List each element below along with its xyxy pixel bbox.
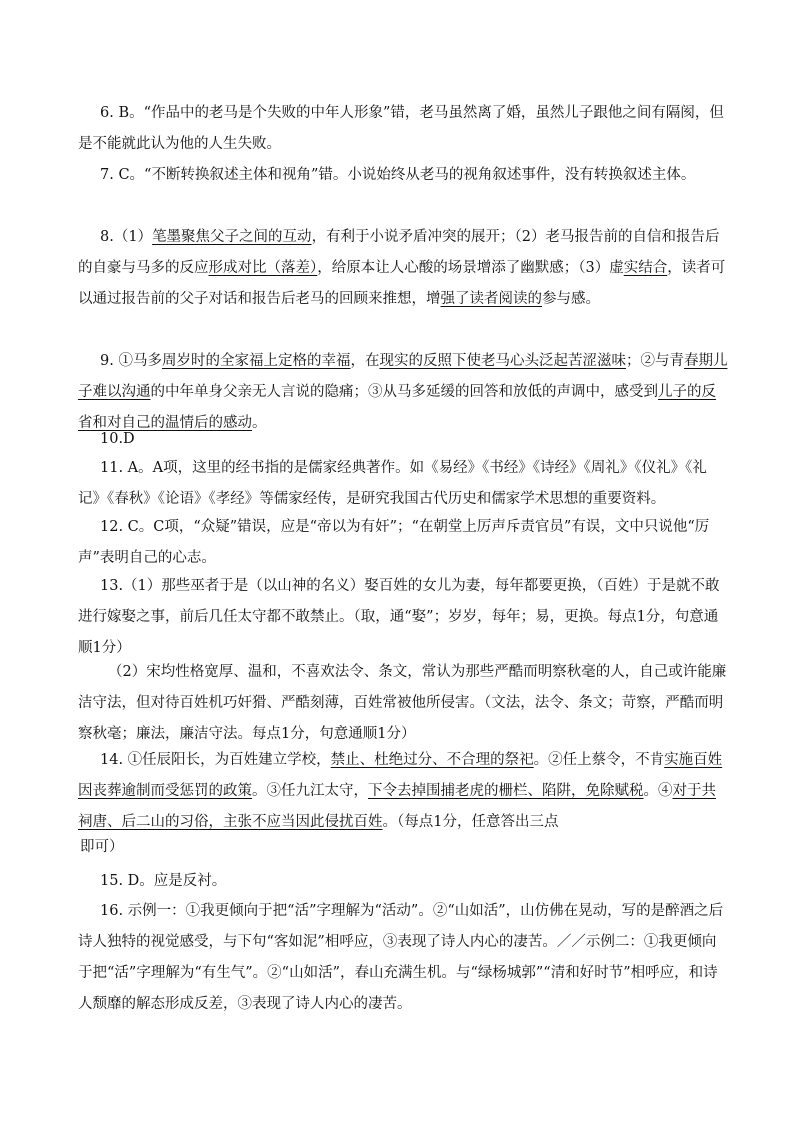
answer-text: 即可） [80, 839, 124, 855]
answer-text: （2）宋均性格宽厚、温和，不喜欢法令、条文，常认为那些严酷而明察秋毫的人，自己或许能廉洁守法，但对待百姓机巧奸猾、严酷刻薄，百姓常被他所侵害。（文法，法令、条文；苛察，严酷而明察秋毫；廉法，廉洁守法。每点1分，句意通顺1分） [78, 664, 727, 742]
underlined-answer-text: 现实的反照下使老马心头泛起苦涩滋味 [379, 353, 626, 369]
underlined-answer-text: 周岁时的全家福上定格的幸福 [161, 353, 351, 369]
answer-text: 6. B。“作品中的老马是个失败的中年人形象”错，老马虽然离了婚，虽然儿子跟他之间有隔阂，但是不能就此认为他的人生失败。 [78, 105, 724, 152]
answer-text: 。②任上蔡令，不肯 [533, 752, 665, 768]
answer-13-part2 [78, 657, 728, 750]
underlined-answer-text: 下令去掉围捕老虎的栅栏、陷阱，免除赋税 [368, 783, 644, 799]
answer-text: ，有利于小说矛盾冲突的展开；（2）老马报告前的自信和报告后的自豪与马多的反应 [78, 229, 720, 276]
answer-text: 13.（1）那些巫者于是（以山神的名义）娶百姓的女儿为妻，每年都要更换，（百姓）于是就不敢进行嫁娶之事，前后几任太守都不敢禁止。（取，通“娶”；岁岁，每年；易，更换。每点1分，句意通顺1分） [78, 578, 720, 656]
underlined-answer-text: 实施百姓因丧葬逾制而受惩罚的政策 [78, 752, 723, 799]
answer-text: 12. C。C项，“众疑”错误，应是“帝以为有奸”；“在朝堂上厉声斥责官员”有误，文中只说他“厉声”表明自己的心志。 [78, 519, 710, 566]
underlined-answer-text: 形成对比（落差） [208, 260, 318, 276]
answer-7 [78, 160, 728, 191]
answer-text: 15. D。应是反衬。 [100, 873, 227, 889]
underlined-answer-text: 强了读者阅读的 [440, 291, 542, 307]
answer-text: 7. C。“不断转换叙述主体和视角”错。小说始终从老马的视角叙述事件，没有转换叙述主体。 [100, 167, 696, 183]
answer-12 [78, 512, 728, 574]
answer-14 [78, 745, 728, 838]
answer-16 [78, 896, 728, 1020]
answer-11 [78, 453, 728, 515]
answer-text: 9. ①马多 [100, 353, 162, 369]
underlined-answer-text: 笔墨聚焦父子之间的互动 [152, 229, 312, 245]
answer-text: 。③任九江太守， [252, 783, 368, 799]
answer-text: 。（每点1分，任意答出三点 [382, 814, 559, 830]
answer-10 [78, 424, 728, 455]
answer-text: ；②与青 [625, 353, 684, 369]
answer-13-part1 [78, 571, 728, 664]
underlined-answer-text: 儿子的反省和对自己的温情后的感动 [78, 384, 716, 431]
answer-15 [78, 866, 728, 897]
answer-text: ，给原本让人心酸的场景增添了幽默感；（3）虚 [317, 260, 624, 276]
answer-text: 。 [252, 415, 267, 431]
answer-text: 14. ①任辰阳长，为百姓建立学校， [100, 752, 331, 768]
answer-text: 参与感。 [542, 291, 600, 307]
answer-text: 8.（1） [100, 229, 153, 245]
underlined-answer-text: 实结合 [623, 260, 668, 276]
answer-text: ，在 [350, 353, 380, 369]
answer-text: 16. 示例一：①我更倾向于把“活”字理解为“活动”。②“山如活”，山仿佛在晃动，写的是醉酒之后诗人独特的视觉感受，与下句“客如泥”相呼应，③表现了诗人内心的凄苦。／／示例二：①我更倾向于把“活”字理解为“有生气”。②“山如活”，春山充满生机。与“绿杨城郭”“清和好时节”相呼应，和诗人颓靡的解态形成反差，③表现了诗人内心的凄苦。 [78, 903, 724, 1012]
underlined-answer-text: 对于共祠唐、后二山的习俗，主张不应当因此侵扰百姓 [78, 783, 716, 830]
answer-14-continued [80, 832, 730, 863]
underlined-answer-text: 禁止、杜绝过分、不合理的祭祀 [330, 752, 534, 768]
answer-6 [78, 98, 728, 160]
answer-text: 的中年单身父亲无人言说的隐痛；③从马多延缓的回答和放低的声调中，感受到 [150, 384, 658, 400]
answer-text: 10.D [100, 431, 135, 447]
answer-text: 。④ [643, 783, 673, 799]
answer-text: ，读者可以通过报告前的父子对话和报告后老马的回顾来推想，增 [78, 260, 726, 307]
underlined-answer-text: 春期儿子难以沟通 [78, 353, 728, 400]
answer-text: 11. A。A项，这里的经书指的是儒家经典著作。如《易经》《书经》《诗经》《周礼》《仪礼》《礼记》《春秋》《论语》《孝经》等儒家经传，是研究我国古代历史和儒家学术思想的重要资料。 [78, 460, 707, 507]
answer-8 [78, 222, 728, 315]
